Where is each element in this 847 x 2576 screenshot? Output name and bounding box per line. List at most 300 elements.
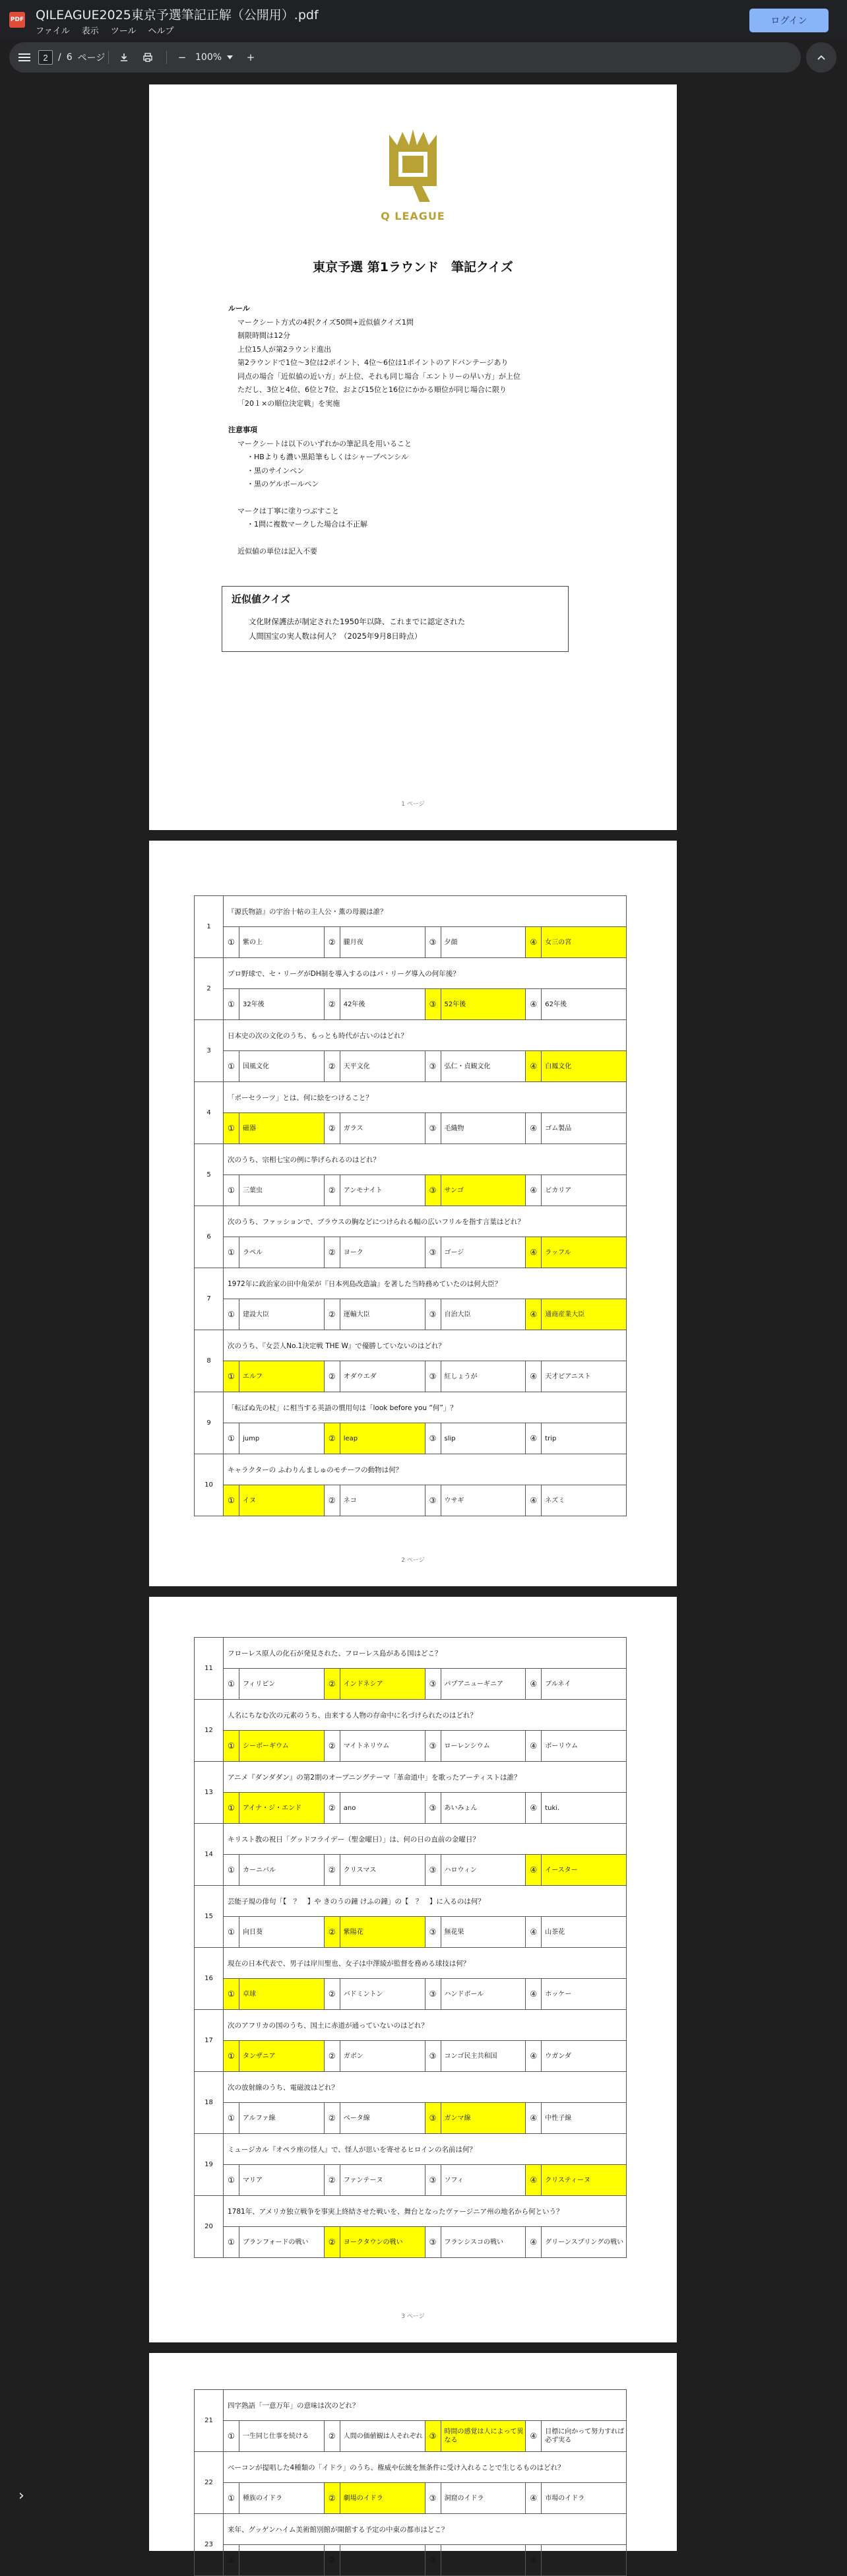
question-text: 次のうち、『女芸人No.1決定戦 THE W』で優勝していないのはどれ？ (224, 1330, 626, 1361)
answer-option (425, 2041, 526, 2071)
answer-option (224, 989, 325, 1019)
option-label: あいみょん (444, 1804, 478, 1812)
option-number: ④ (526, 2041, 542, 2071)
question-text: プロ野球で、セ・リーグがDH制を導入するのはパ・リーグ導入の何年後？ (224, 958, 626, 989)
question-number: 20 (195, 2196, 224, 2257)
option-label: 運輸大臣 (343, 1310, 370, 1318)
answer-option (425, 1237, 526, 1268)
correct-answer-option (224, 1113, 325, 1143)
option-number: ① (224, 2227, 239, 2257)
approximation-quiz-box (222, 586, 569, 652)
option-number: ④ (526, 927, 542, 957)
question-number: 6 (195, 1206, 224, 1268)
hamburger-icon (18, 53, 30, 61)
option-number: ② (325, 1793, 340, 1823)
option-number: ④ (526, 1361, 542, 1392)
answer-option (224, 2483, 325, 2513)
option-label (441, 2545, 526, 2575)
option-number: ③ (425, 1793, 441, 1823)
option-number: ② (325, 1855, 340, 1885)
answer-option (425, 1361, 526, 1392)
answer-option (325, 2103, 425, 2133)
option-number: ① (224, 1175, 239, 1206)
option-number: ③ (425, 1917, 441, 1947)
option-number: ④ (526, 2165, 542, 2195)
correct-answer-option (325, 2483, 425, 2513)
option-number: ② (325, 989, 340, 1019)
option-number: ② (325, 1917, 340, 1947)
answer-option (224, 1423, 325, 1454)
answer-options (224, 1299, 626, 1330)
print-icon (142, 52, 153, 63)
option-number: ③ (425, 1175, 441, 1206)
option-number: ① (224, 1299, 239, 1330)
answer-options (224, 2041, 626, 2071)
answer-option (224, 2103, 325, 2133)
correct-answer-option (224, 1731, 325, 1761)
menu-file[interactable]: ファイル (36, 26, 70, 36)
approximation-quiz-title: 近似値クイズ (232, 593, 291, 605)
question-number: 7 (195, 1268, 224, 1330)
answer-option (526, 1917, 626, 1947)
answer-option (224, 1051, 325, 1081)
option-label: 天平文化 (343, 1062, 370, 1070)
option-label: オダウエダ (343, 1372, 377, 1380)
quiz-table (194, 2390, 627, 2576)
option-label (340, 2545, 425, 2575)
answer-options (224, 1237, 626, 1268)
option-label: ラペル (243, 1248, 263, 1256)
answer-option (325, 1793, 425, 1823)
option-number: ③ (425, 2483, 441, 2513)
option-label: 時間の感覚は人によって異なる (441, 2421, 526, 2451)
rules-section (228, 302, 598, 558)
page-number-label: 3 ページ (401, 2313, 425, 2320)
rules-line: ただし、3位と4位、6位と7位、および15位と16位にかかる順位が同じ場合に限り (237, 385, 507, 394)
rules-heading: ルール (228, 304, 250, 313)
option-label: パプアニューギニア (444, 1680, 503, 1688)
answer-options (224, 2165, 626, 2195)
answer-options (224, 2483, 626, 2513)
option-number: ① (224, 1423, 239, 1454)
option-number: ① (224, 1917, 239, 1947)
option-label: カーニバル (243, 1866, 276, 1874)
option-number: ③ (425, 1361, 441, 1392)
zoom-level: 100% (195, 52, 222, 63)
option-label: 紫の上 (243, 938, 263, 946)
option-number: ② (325, 927, 340, 957)
answer-option (425, 1793, 526, 1823)
correct-answer-option (224, 1793, 325, 1823)
answer-option (224, 2421, 325, 2451)
question-block (194, 1823, 627, 1886)
option-label: 夕顔 (444, 938, 458, 946)
option-label: 建設大臣 (243, 1310, 269, 1318)
correct-answer-option (526, 2165, 626, 2195)
option-number: ③ (425, 1731, 441, 1761)
option-label: 無花果 (444, 1928, 464, 1936)
option-number: ③ (425, 1855, 441, 1885)
answer-option (425, 1113, 526, 1143)
answer-option (425, 2227, 526, 2257)
rules-line: マークは丁寧に塗りつぶすこと (237, 506, 339, 515)
question-text: 1972年に政治家の田中角栄が『日本列島改造論』を著した当時務めていたのは何大臣？ (224, 1268, 626, 1299)
option-number: ① (224, 1485, 239, 1516)
option-number: ② (325, 2041, 340, 2071)
option-number: ④ (526, 1731, 542, 1761)
rules-line (228, 492, 598, 505)
option-number: ② (325, 1175, 340, 1206)
correct-answer-option (526, 1237, 626, 1268)
menu-view[interactable]: 表示 (81, 26, 99, 36)
pdf-file-icon: PDF (9, 12, 25, 28)
sidebar-toggle-button[interactable] (18, 42, 33, 73)
option-number: ③ (425, 1669, 441, 1699)
answer-options (224, 1051, 626, 1081)
question-text: 現在の日本代表で、男子は岸川聖也、女子は中澤綾が監督を務める球技は何？ (224, 1948, 626, 1979)
download-icon (119, 52, 129, 63)
answer-option (425, 1051, 526, 1081)
rules-line: 近似値の単位は記入不要 (237, 546, 317, 556)
question-block (194, 2133, 627, 2196)
option-label: クリスマス (343, 1866, 377, 1874)
option-number: ② (325, 1051, 340, 1081)
option-number: ④ (526, 1237, 542, 1268)
option-number: ④ (526, 2483, 542, 2513)
option-number: ④ (526, 1917, 542, 1947)
option-label: インドネシア (340, 1669, 425, 1699)
answer-option (526, 2041, 626, 2071)
option-label: ネコ (343, 1497, 357, 1504)
answer-option (425, 1979, 526, 2009)
answer-option (526, 2103, 626, 2133)
question-block (194, 957, 627, 1020)
option-number: ② (325, 1299, 340, 1330)
question-block (194, 1392, 627, 1454)
option-label: 通商産業大臣 (542, 1299, 626, 1330)
chevron-up-icon (817, 55, 825, 60)
option-number: ④ (526, 2227, 542, 2257)
option-label: ガラス (343, 1124, 363, 1132)
answer-options (224, 927, 626, 957)
option-number: ③ (425, 2545, 441, 2575)
question-block (194, 1143, 627, 1206)
question-text: 『源氏物語』の宇治十帖の主人公・薫の母親は誰？ (224, 896, 626, 927)
total-pages: 6 (66, 52, 73, 63)
rules-line: マークシートは以下のいずれかの筆記具を用いること (237, 439, 412, 448)
answer-option (325, 1979, 425, 2009)
option-number: ③ (425, 1423, 441, 1454)
question-number: 23 (195, 2514, 224, 2575)
answer-option (526, 1669, 626, 1699)
zoom-out-button[interactable]: − (177, 51, 187, 63)
option-label: 三葉虫 (243, 1186, 263, 1194)
option-label: ano (343, 1804, 356, 1812)
question-number: 8 (195, 1330, 224, 1392)
option-number: ① (224, 1855, 239, 1885)
question-number: 3 (195, 1020, 224, 1081)
quiz-table (194, 896, 627, 1516)
option-label: クリスティーヌ (542, 2165, 626, 2195)
rules-line (228, 410, 598, 424)
option-label: アルファ線 (243, 2114, 276, 2122)
answer-option (224, 2165, 325, 2195)
option-number: ④ (526, 1423, 542, 1454)
answer-option (325, 927, 425, 957)
option-label: 天才ピアニスト (545, 1372, 591, 1380)
option-number: ③ (425, 1051, 441, 1081)
option-number: ② (325, 2483, 340, 2513)
question-text: 次の放射線のうち、電磁波はどれ？ (224, 2072, 626, 2103)
option-label: 52年後 (441, 989, 526, 1019)
option-number: ① (224, 1051, 239, 1081)
answer-option (526, 989, 626, 1019)
question-block (194, 1019, 627, 1082)
option-label: 向日葵 (243, 1928, 263, 1936)
answer-option (224, 1669, 325, 1699)
question-number: 16 (195, 1948, 224, 2009)
question-block (194, 1268, 627, 1330)
answer-option (325, 989, 425, 1019)
answer-option (425, 1423, 526, 1454)
page-unit-label: ページ (77, 53, 106, 63)
answer-option (224, 1917, 325, 1947)
answer-option (224, 1855, 325, 1885)
correct-answer-option (224, 2041, 325, 2071)
option-label: ファンテーヌ (343, 2176, 383, 2184)
option-number: ③ (425, 1299, 441, 1330)
option-label: ボーリウム (545, 1742, 579, 1750)
menu-help[interactable]: ヘルプ (148, 26, 174, 36)
rules-line: ・黒のゲルボールペン (247, 480, 319, 488)
zoom-selector[interactable] (195, 42, 233, 73)
question-block (194, 2195, 627, 2258)
rules-line: ・1問に複数マークした場合は不正解 (247, 520, 367, 529)
option-number: ① (224, 1237, 239, 1268)
rules-line: 「20１×の順位決定戦」を実施 (237, 399, 340, 408)
login-button[interactable]: ログイン (749, 9, 829, 32)
question-text: キャラクターの ふわりんましゅのモチーフの動物は何？ (224, 1454, 626, 1485)
answer-option (526, 1423, 626, 1454)
answer-option (325, 1113, 425, 1143)
option-label: 自治大臣 (444, 1310, 471, 1318)
answer-option (325, 1237, 425, 1268)
correct-answer-option (425, 2421, 526, 2451)
option-number: ② (325, 1423, 340, 1454)
approximation-line: 人間国宝の実人数は何人？（2025年9月8日時点） (249, 631, 422, 641)
option-number: ③ (425, 1485, 441, 1516)
zoom-in-button[interactable]: + (246, 51, 255, 63)
question-text: 次のうち、宗相七宝の例に挙げられるのはどれ？ (224, 1144, 626, 1175)
option-number: ④ (526, 1793, 542, 1823)
answer-option (425, 1299, 526, 1330)
answer-option (526, 1731, 626, 1761)
menu-bar (36, 24, 174, 36)
question-number: 13 (195, 1762, 224, 1823)
option-number: ② (325, 2545, 340, 2575)
answer-options (224, 1485, 626, 1516)
correct-answer-option (325, 1423, 425, 1454)
correct-answer-option (325, 1917, 425, 1947)
option-label: 紫陽花 (340, 1917, 425, 1947)
option-number: ② (325, 2165, 340, 2195)
question-text: 四字熟語「一意万年」の意味は次のどれ？ (224, 2390, 626, 2421)
question-text: フローレス原人の化石が発見された、フローレス島がある国はどこ？ (224, 1638, 626, 1669)
question-text: 人名にちなむ次の元素のうち、由来する人物の存命中に名づけられたのはどれ？ (224, 1700, 626, 1731)
answer-options (224, 989, 626, 1019)
menu-tools[interactable]: ツール (110, 26, 137, 36)
document-title: QILEAGUE2025東京予選筆記正解（公開用）.pdf (36, 8, 319, 22)
answer-option (425, 1731, 526, 1761)
option-number: ② (325, 1361, 340, 1392)
rules-line: 上位15人が第2ラウンド進出 (237, 344, 331, 354)
option-label: ハンドボール (444, 1990, 484, 1998)
answer-option (224, 1299, 325, 1330)
question-number: 19 (195, 2134, 224, 2195)
question-text: 来年、グッゲンハイム美術館別館が開館する予定の中東の都市はどこ？ (224, 2514, 626, 2545)
question-text: 「ポーセラーツ」とは、何に絵をつけること？ (224, 1082, 626, 1113)
question-number: 4 (195, 1082, 224, 1143)
option-label: 白鳳文化 (542, 1051, 626, 1081)
correct-answer-option (425, 989, 526, 1019)
rules-line: ・黒のサインペン (247, 466, 305, 475)
option-label: 劇場のイドラ (340, 2483, 425, 2513)
answer-option (325, 1485, 425, 1516)
answer-option (526, 2483, 626, 2513)
rules-line: 同点の場合「近似値の近い方」が上位、それも同じ場合「エントリーの早い方」が上位 (237, 371, 520, 381)
answer-options (224, 1855, 626, 1885)
option-number: ② (325, 1979, 340, 2009)
option-label: ソフィ (444, 2176, 464, 2184)
page-number-input[interactable] (38, 50, 53, 65)
question-block (194, 1081, 627, 1144)
question-text: 芸能子規の俳句「【 ？ 】や きのうの鐘 けふの鐘」の【 ？ 】に入るのは何？ (224, 1886, 626, 1917)
pdf-page-3 (149, 1597, 677, 2342)
answer-option (526, 1361, 626, 1392)
correct-answer-option (224, 1361, 325, 1392)
option-number: ① (224, 2165, 239, 2195)
option-number: ④ (526, 1979, 542, 2009)
pdf-toolbar (9, 42, 801, 73)
collapse-toolbar-button[interactable] (806, 42, 836, 73)
print-button[interactable] (140, 49, 156, 65)
option-label: 42年後 (343, 1000, 365, 1008)
question-block (194, 1637, 627, 1700)
question-block (194, 1947, 627, 2010)
question-text: ベーコンが提唱した4種類の「イドラ」のうち、権威や伝統を無条件に受け入れることで生じるものはどれ？ (224, 2452, 626, 2483)
question-number: 10 (195, 1454, 224, 1516)
question-number: 18 (195, 2072, 224, 2133)
correct-answer-option (526, 1051, 626, 1081)
option-label: グリーンスプリングの戦い (545, 2238, 624, 2246)
answer-option (325, 1855, 425, 1885)
option-number: ① (224, 2483, 239, 2513)
option-label: コンゴ民主共和国 (444, 2052, 497, 2060)
logo-text: Q LEAGUE (381, 210, 445, 222)
answer-option (325, 2421, 425, 2451)
rules-line (228, 532, 598, 545)
option-number: ④ (526, 1485, 542, 1516)
page-title: 東京予選 第1ラウンド 筆記クイズ (313, 260, 513, 274)
option-number: ② (325, 1237, 340, 1268)
question-text: 1781年、アメリカ独立戦争を事実上終結させた戦いを、舞台となったヴァージニア州の地名から何という？ (224, 2196, 626, 2227)
option-label: 毛織物 (444, 1124, 464, 1132)
option-number: ① (224, 2103, 239, 2133)
question-block (194, 1206, 627, 1268)
correct-answer-option (526, 1855, 626, 1885)
pdf-page-2 (149, 841, 677, 1586)
answer-option (425, 1917, 526, 1947)
answer-option (526, 1175, 626, 1206)
option-number: ③ (425, 1113, 441, 1143)
option-number: ② (325, 1113, 340, 1143)
pdf-page-4 (149, 2353, 677, 2565)
answer-option (325, 2545, 425, 2575)
answer-options (224, 2103, 626, 2133)
option-number: ① (224, 2545, 239, 2575)
question-number: 21 (195, 2390, 224, 2451)
correct-answer-option (224, 1485, 325, 1516)
option-label: 女三の宮 (542, 927, 626, 957)
option-label: ゴム製品 (545, 1124, 572, 1132)
option-label: slip (444, 1434, 456, 1442)
rules-heading: 注意事項 (228, 426, 257, 434)
option-number: ② (325, 2227, 340, 2257)
expand-sidebar-arrow-icon[interactable]: › (18, 2488, 24, 2504)
option-label: 国風文化 (243, 1062, 269, 1070)
question-number: 22 (195, 2452, 224, 2513)
option-label: 32年後 (243, 1000, 265, 1008)
question-number: 17 (195, 2010, 224, 2071)
option-label: 紅しょうが (444, 1372, 478, 1380)
answer-option (425, 1669, 526, 1699)
option-label (542, 2545, 626, 2575)
question-block (194, 895, 627, 958)
answer-options (224, 2545, 626, 2575)
question-text: 次のうち、ファッションで、ブラウスの胸などにつけられる幅の広いフリルを指す言葉はどれ？ (224, 1206, 626, 1237)
option-number: ① (224, 2421, 239, 2451)
option-label: ブルネイ (545, 1680, 571, 1688)
option-label: trip (545, 1434, 557, 1442)
answer-options (224, 1731, 626, 1761)
option-label: ガンマ線 (441, 2103, 526, 2133)
app-header (0, 0, 847, 38)
question-text: 次のアフリカの国のうち、国土に赤道が通っていないのはどれ？ (224, 2010, 626, 2041)
answer-option (325, 1731, 425, 1761)
question-block (194, 2071, 627, 2134)
correct-answer-option (325, 1669, 425, 1699)
option-label: ネズミ (545, 1497, 565, 1504)
rules-line: マークシート方式の4択クイズ50問+近似値クイズ1問 (237, 317, 414, 327)
answer-option (526, 2545, 626, 2575)
answer-option (526, 1113, 626, 1143)
option-label: 弘仁・貞観文化 (444, 1062, 491, 1070)
answer-option (224, 1237, 325, 1268)
option-label: アイナ・ジ・エンド (239, 1793, 324, 1823)
option-number: ③ (425, 1237, 441, 1268)
option-number: ① (224, 1669, 239, 1699)
question-number: 5 (195, 1144, 224, 1206)
answer-options (224, 1793, 626, 1823)
option-number: ④ (526, 1299, 542, 1330)
answer-options (224, 1113, 626, 1143)
option-label: サンゴ (441, 1175, 526, 1206)
download-button[interactable] (116, 49, 132, 65)
option-label: ベータ線 (343, 2114, 370, 2122)
option-number: ③ (425, 2165, 441, 2195)
option-number: ④ (526, 1113, 542, 1143)
question-text: ミュージカル『オペラ座の怪人』で、怪人が思いを寄せるヒロインの名前は何？ (224, 2134, 626, 2165)
